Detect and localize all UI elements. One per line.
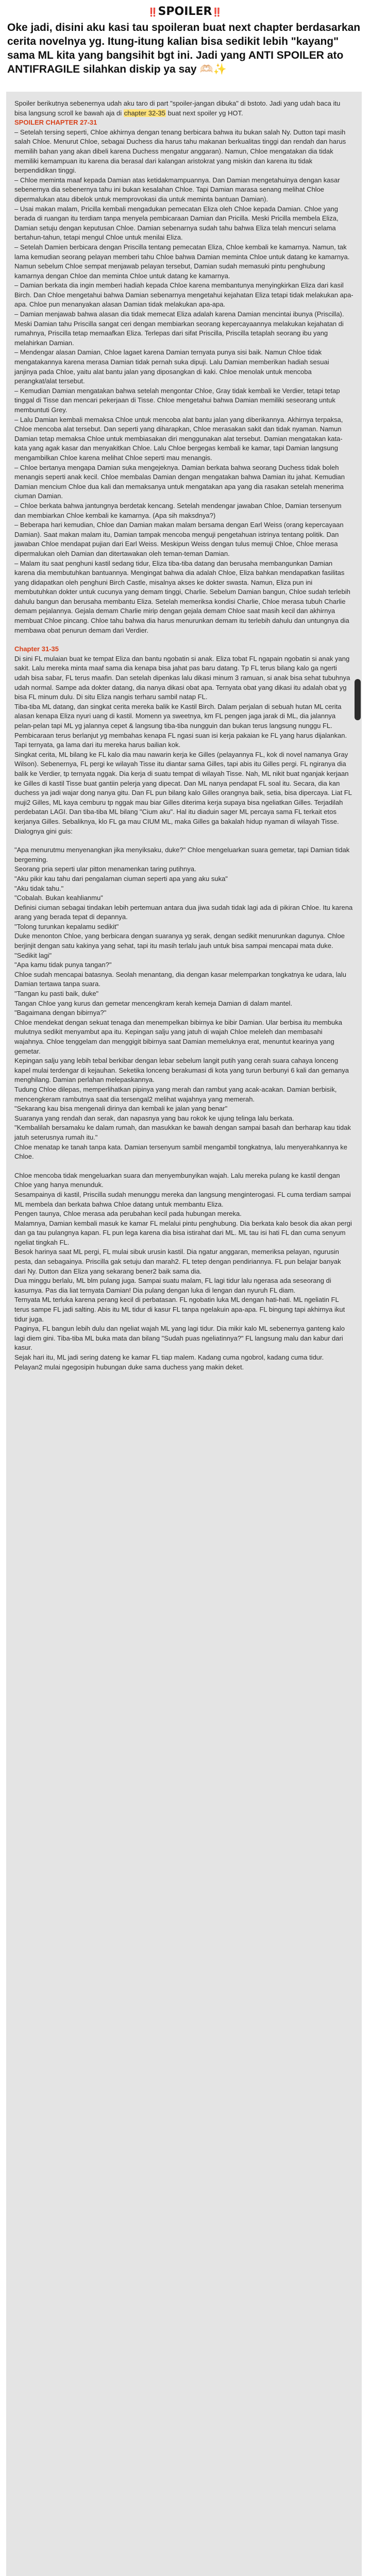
paragraph: – Lalu Damian kembali memaksa Chloe untuk mencoba alat bantu jalan yang diberikannya. Akhirnya terpaksa, Chloe mencoba alat tersebut. Dan seperti yang diharapkan, Chloe merasakan sakit dan tidak nyaman. Namun Damian tetap memaksa Chloe untuk membiasakan diri menggunakan alat tersebut. Damian mengatakan kata-kata yang agak kasar dan menyakitkan Chloe. Lalu Chloe bergegas kembali ke kamar, tapi Damian langsung mengambilkan Chloe karena melihat Chloe seperti mau menangis. bbox=[14, 415, 343, 462]
paragraph: "Kembalilah bersamaku ke dalam rumah, dan masukkan ke bawah dengan sampai basah dan berharap kau tidak jatuh seterusnya rumah itu." bbox=[14, 1124, 351, 1141]
paragraph: "Apa kamu tidak punya tangan?" bbox=[14, 961, 112, 969]
paragraph: Suaranya yang rendah dan serak, dan napasnya yang bau rokok ke ujung telinga lalu berkata. bbox=[14, 1114, 294, 1122]
paragraph: – Setelah tersing seperti, Chloe akhirnya dengan tenang berbicara bahwa itu bukan salah Ny. Dutton tapi masih salah Chloe. Menurut Chloe, sebagai Duchess dia harus tahu makanan berkualitas tinggi dan rendah dan harus memilih bahan yang akan dibeli karena Duchess mengatur anggaran). Namun, Chloe mengatakan dia tidak memiliki kemampuan itu karena dia berasal dari kalangan aristokrat yang miskin dan karena itu tidak berpendidikan tinggi. bbox=[14, 128, 346, 175]
paragraph: – Chloe bertanya mengapa Damian suka mengejeknya. Damian berkata bahwa seorang Duchess tidak boleh menangis seperti anak kecil. Chloe membalas Damian dengan mengatakan bahwa Damian itu jahat. Kemudian Damian mencium Chloe dua kali dan memaksanya untuk mengatakan apa yang dia rasakan setelah menerima ciuman Damian. bbox=[14, 463, 345, 500]
paragraph: "Aku pikir kau tahu dari pengalaman ciuman seperti apa yang aku suka" bbox=[14, 874, 228, 883]
paragraph: – Kemudian Damian mengatakan bahwa setelah mengontar Chloe, Gray tidak kembali ke Verdier, tetapi tetap tinggal di Tisse dan mencari pekerjaan di Tisse. Chloe mengetahui bahwa Damian memiliki seseorang untuk membuntuti Grey. bbox=[14, 386, 340, 414]
paragraph: "Tangan ku pasti baik, duke" bbox=[14, 990, 99, 998]
paragraph: – Damian menjawab bahwa alasan dia tidak memecat Eliza adalah karena Damian mencintai ibunya (Priscilla). Meski Damian tahu Priscilla sangat ceri dengan membiarkan seorang kepercayaannya melakukan kejahatan di rumahnya, Priscilla tetap memaafkan Eliza. Terlepas dari sifat Priscilla, Priscilla tetaplah seorang ibu yang melahirkan Damian. bbox=[14, 310, 344, 347]
paragraph: – Beberapa hari kemudian, Chloe dan Damian makan malam bersama dengan Earl Weiss (orang kepercayaan Damian). Saat makan malam itu, Damian tampak mencoba menguji pengetahuan istrinya tentang politik. Dan jawaban Chloe mendapat pujian dari Earl Weiss. Meskipun Weiss dengan tulus memuji Chloe, Chloe merasa dipermalukan oleh Damian dan ditertawakan oleh teman-teman Damian. bbox=[14, 521, 344, 557]
paragraph: "Cobalah. Bukan keahlianmu" bbox=[14, 894, 103, 902]
paragraph: Chloe mencoba tidak mengeluarkan suara dan menyembunyikan wajah. Lalu mereka pulang ke kastil dengan Chloe yang hanya menunduk. bbox=[14, 1171, 340, 1189]
paper-intro bbox=[14, 99, 354, 118]
paragraph: Tiba-tiba ML datang, dan singkat cerita mereka balik ke Kastil Birch. Dalam perjalan di sebuah hutan ML cerita alasan kenapa Eliza nyuri uang di kastil. Momenn ya sweetnya, km FL pengen jaga jarak di ML, dia jalannya pelan-pelan tapi ML yg jalannya cepet & langsung tiba-tiba nungguin dan bukan terus langsung nunggu FL. Pembicaraan terus berlanjut yg membahas kenapa FL ngasi suan isi kerja pakaian ke FL yang harus dijalankan. Tapi ternyata, ga lama dari itu mereka harus bailian kok. bbox=[14, 702, 347, 749]
paper-intro-text: Spoiler berikutnya sebenernya udah aku taro di part "spoiler-jangan dibuka" di bstoto. Jadi yang udah baca itu bisa langsung scroll ke bawah aja di bbox=[14, 99, 341, 117]
paragraph: Chloe menatap ke tanah tanpa kata. Damian tersenyum sambil mengambil tongkatnya, lalu menyerahkannya ke Chloe. bbox=[14, 1143, 348, 1161]
intro-paragraph bbox=[0, 21, 370, 76]
highlight-chapter-range: chapter 32-35 bbox=[124, 109, 165, 117]
paragraph: Sejak hari itu, ML jadi sering dateng ke kamar FL tiap malem. Kadang cuma ngobrol, kadang cuma tidur. Pelayan2 mulai ngegosipin hubungan duke sama duchess yang makin deket. bbox=[14, 1353, 324, 1371]
paragraph: "Tolong turunkan kepalamu sedikit" bbox=[14, 922, 119, 930]
paragraph: Dua minggu berlalu, ML blm pulang juga. Sampai suatu malam, FL lagi tidur lalu ngerasa ada seseorang di kasurnya. Pas dia liat ternyata Damian! Dia pulang dengan luka di lengan dan nyuruh FL diam. bbox=[14, 1277, 331, 1294]
paragraph: Kepingan salju yang lebih tebal berkibar dengan lebar sebelum langit putih yang cerah suara cahaya lonceng kapel mulai terdengar di kejauhan. Seketika lonceng berakumasi di kota yang turun berbunyi 6 kali dan gemanya menghilang. Damian perlahan melepaskannya. bbox=[14, 1057, 349, 1084]
paragraph: "Sekarang kau bisa mengenali dirinya dan kembali ke jalan yang benar" bbox=[14, 1105, 228, 1113]
scrollbar-thumb[interactable] bbox=[355, 679, 361, 720]
paragraph: – Chloe meminta maaf kepada Damian atas ketidakmampuannya. Dan Damian mengetahuinya dengan kasar sebenernya dia sebenernya tahu ini bukan kesalahan Chloe. Tapi Damian marasa senang melihat Chloe dipermalukan atau dibelok untuk memprovokasi dia untuk meminta bantuan Damian). bbox=[14, 176, 340, 203]
paragraph: – Setelah Damien berbicara dengan Priscilla tentang pemecatan Eliza, Chloe kembali ke kamarnya. Namun, tak lama kemudian seorang pelayan memberi tahu Chloe bahwa Damian meminta Chloe untuk datang ke kamarnya. Namun sebelum Chloe sempat menjawab pelayan tersebut, Damian sudah memasuki pintu penghubung kamarnya dengan Chloe dan meminta Chloe untuk datang ke kamarnya. bbox=[14, 243, 350, 280]
paragraph: "Apa menurutmu menyenangkan jika menyiksaku, duke?" Chloe mengeluarkan suara gemetar, tapi Damian tidak bergeming. bbox=[14, 846, 350, 863]
paragraph: Di sini FL mulaian buat ke tempat Eliza dan bantu ngobatin si anak. Eliza tobat FL ngapain ngobatin si anak yang sakit. Lalu mereka minta maaf sama dia kenapa bisa jahat pas baru datang. Tp FL terus bilang kalo ga ngerti udah bisa sabar, FL terus maafin. Dan setelah dipenkas lalu dikasi minum 3 ramuan, si anak bisa sehat tubuhnya udah normal. Sampe ada dokter datang, dia nanya dikasi obat apa. Ternyata obat yang dikasi itu adalah obat yg bisa FL minum dulu. Di situ Eliza nangis terharu sambil natap FL. bbox=[14, 654, 350, 701]
paragraph: Ternyata ML terluka karena perang kecil di perbatasan. FL ngobatin luka ML dengan hati-hati. ML ngeliatin FL terus sampe FL jadi salting. Abis itu ML tidur di kasur FL tanpa ngelakuin apa-apa. FL bingung tapi akhirnya ikut tidur juga. bbox=[14, 1296, 345, 1323]
warning-icon-right: ‼️ bbox=[212, 8, 223, 17]
section-heading-27-31: SPOILER CHAPTER 27-31 bbox=[14, 118, 97, 127]
section-continuation bbox=[14, 1171, 354, 1372]
paragraph: Definisi ciuman sebagai tindakan lebih pertemuan antara dua jiwa sudah tidak lagi ada di pikiran Chloe. Itu karena arang yang berada tepat di depannya. bbox=[14, 903, 353, 921]
paragraph: Singkat cerita, ML bilang ke FL kalo dia mau nawarin kerja ke Gilles (pelayannya FL, kok di novel namanya Gray Wilson). Sebenernya, FL pergi ke wilayah Tisse itu diantar sama Gilles, tapi abis itu Gilles pergi. FL ngiranya dia balik ke Verdier, tp ternyata nggak. Dia kerja di suatu tempat di wilayah Tisse. Nah, ML nikit buat nganjak kerjaan ke Gilles di kastil Tisse buat gantiin pelerja yang dipecat. Dan ML nanya pendapat FL soal itu. Secara, dia kan duchess ya jadi wajar dong nanya gitu. Dan FL pun bilang kalo Gilles orangnya baik, setia, bisa dipercaya. Liat FL muji2 Gilles, ML kaya cemburu tp nggak mau biar Gilles diterima kerja supaya bisa ngeliatkan Gilles. Terjadilah perdebatan LAGI. Dan tiba-tiba ML bilang "Cium aku". Hal itu diaduin sager ML percaya sama FL terkait etos kerjanya Gilles. Sebaliknya, klo FL ga mau CIUM ML, maka Gilles ga bakalah hidup nyaman di wilayah Tisse. Dialognya gini guis: bbox=[14, 750, 352, 835]
section-31-35 bbox=[14, 654, 354, 836]
section-heading-31-35: Chapter 31-35 bbox=[14, 645, 59, 653]
warning-icon-left: ‼️ bbox=[147, 8, 158, 17]
paragraph: – Damian berkata dia ingin memberi hadiah kepada Chloe karena membantunya menyingkirkan Eliza dari kasil Birch. Dan Chloe mengetahui bahwa Damian sebenarnya mengetahui kejahatan Eliza tetapi tidak melakukan apa-apa. Chloe pun menanyakan alasan Damian tidak melakukan apa-apa. bbox=[14, 281, 354, 309]
paragraph: Malamnya, Damian kembali masuk ke kamar FL melalui pintu penghubung. Dia berkata kalo besok dia akan pergi dan ga tau pulangnya kapan. FL pun lega karena dia bisa istirahat dari ML. ML tau isi hati FL dan cuma senyum ngeliat tingkah FL. bbox=[14, 1219, 352, 1246]
dialogue-section bbox=[14, 845, 354, 1162]
paragraph: Besok harinya saat ML pergi, FL mulai sibuk urusin kastil. Dia ngatur anggaran, memeriksa pelayan, ngurusin pesta, dan sebagainya. Priscilla gak setuju dan marah2. FL tetep dengan pendiriannya. FL pun belajar banyak dari Ny. Dutton dan Eliza yang sekarang bener2 baik sama dia. bbox=[14, 1248, 341, 1275]
header-title: SPOILER bbox=[158, 5, 212, 18]
paragraph: "Sedikit lagi" bbox=[14, 951, 52, 959]
paragraph: Tangan Chloe yang kurus dan gemetar mencengkram kerah kemeja Damian di dalam mantel. bbox=[14, 999, 293, 1007]
paragraph: – Chloe berkata bahwa jantungnya berdetak kencang. Setelah mendengar jawaban Chloe, Damian tersenyum dan membiarkan Chloe kembali ke kamarnya. (Apa sih maksdnya?) bbox=[14, 501, 342, 519]
paragraph: Sesampainya di kastil, Priscilla sudah menunggu mereka dan langsung menginterogasi. FL cuma terdiam sampai ML membela dan berkata bahwa Chloe datang untuk membantu Eliza. bbox=[14, 1190, 351, 1208]
paragraph: Chloe sudah mencapai batasnya. Seolah menantang, dia dengan kasar melemparkan tongkatnya ke udara, lalu Damian tertawa tanpa suara. bbox=[14, 970, 346, 988]
spoiler-screenshot bbox=[6, 92, 362, 2576]
intro-text: Oke jadi, disini aku kasi tau spoileran buat next chapter berdasarkan cerita novelnya yg. Itung-itung kalian bisa sedikit lebih "kayang" sama ML kita yang bangsihit bgt ini. Jadi yang ANTI SPOILER ato ANTIFRAGILE silahkan diskip ya say bbox=[7, 22, 361, 75]
paragraph: Pengen taunya, Chloe merasa ada perubahan kecil pada hubungan mereka. bbox=[14, 1210, 242, 1218]
paragraph: Chloe mendekat dengan sekuat tenaga dan menempelkan bibirnya ke bibir Damian. Ular berbisa itu membuka mulutnya sedikit menyambut apa itu. Kepingan salju yang jatuh di wajah Chloe meleleh dan membasahi wajahnya. Chloe tenggelam dan menggigit bibirnya saat Damian memeluknya erat, menuntut kearinya yang gemetar. bbox=[14, 1018, 342, 1055]
paragraph: Tudung Chloe dilepas, memperlihatkan pipinya yang merah dan rambut yang acak-acakan. Damian berbisik, mencengkeram rambutnya saat dia tersengal2 melihat wajahnya yang memerah. bbox=[14, 1085, 337, 1103]
paragraph: – Mendengar alasan Damian, Chloe lagaet karena Damian ternyata punya sisi baik. Namun Chloe tidak mengatakannya karena merasa Damian tidak pernah suka dipuji. Lalu Damian memberikan hadiah sesuai janjinya pada Chloe, yaitu alat bantu jalan yang diposangkan di kaki. Chloe menolak untuk mencoba perangkat/alat tersebut. bbox=[14, 348, 329, 385]
paper-intro-tail: buat next spoiler yg HOT. bbox=[167, 109, 243, 117]
heart-hands-emoji: 🫶🏻✨ bbox=[199, 63, 227, 75]
paragraph: Duke menonton Chloe, yang berbicara dengan suaranya yg serak, dengan sedikit menurunkan dagunya. Chloe berjinjit dengan satu kakinya yang sehat, tapi itu masih terlalu jauh untuk bisa sampai mencapai mata duke. bbox=[14, 932, 345, 950]
paragraph: "Bagaimana dengan bibirnya?" bbox=[14, 1009, 107, 1017]
header bbox=[0, 0, 370, 21]
paragraph: – Malam itu saat penghuni kastil sedang tidur, Eliza tiba-tiba datang dan berusaha membangunkan Damian karena dia membutuhkan bantuannya. Mengingat bahwa dia adalah Chloe, Eliza bahkan mendapatkan fasilitas yang didapatkan oleh penghuni Birch Castle, misalnya akses ke dokter swasta. Namun, Eliza pun ini membutuhkan dokter untuk cucunya yang demam tinggi, Charlie. Sebelum Damian bangun, Chloe sudah terlebih dahulu bangun dan berusaha membantu Eliza. Setelah memeriksa kondisi Charlie, Chloe merasa tubuh Charlie demam pejalannya. Gejala demam Charlie mirip dengan gejala demam Chloe saat masih kecil dan akhirnya membuat Chloe pincang. Chloe tahu bahwa dia harus menurunkan demam itu terlebih dahulu dan untungnya dia membawa obat penurun demam dari Verdier. bbox=[14, 559, 350, 634]
section-27-31 bbox=[14, 128, 354, 635]
paragraph: Paginya, FL bangun lebih dulu dan ngeliat wajah ML yang lagi tidur. Dia mikir kalo ML sebenernya ganteng kalo lagi diem gini. Tiba-tiba ML buka mata dan bilang "Sudah puas ngeliatinnya?" FL langsung malu dan kabur dari kasur. bbox=[14, 1325, 345, 1352]
paragraph: – Usai makan malam, Pricilla kembali mengadukan pemecatan Eliza oleh Chloe kepada Damian. Chloe yang berada di ruangan itu terdiam tanpa menyela pembicaraan Damian dan Pricilla. Meski Pricilla membela Eliza, Damian setuju dengan keputusan Chloe. Damian sebenarnya sudah tahu bahwa Eliza telah mencuri selama bertahun-tahun, tetapi mengul Chloe untuk menilai Eliza. bbox=[14, 205, 339, 242]
paragraph: "Aku tidak tahu." bbox=[14, 884, 64, 892]
paragraph: Seorang pria seperti ular pitton menamenkan taring putihnya. bbox=[14, 865, 196, 873]
